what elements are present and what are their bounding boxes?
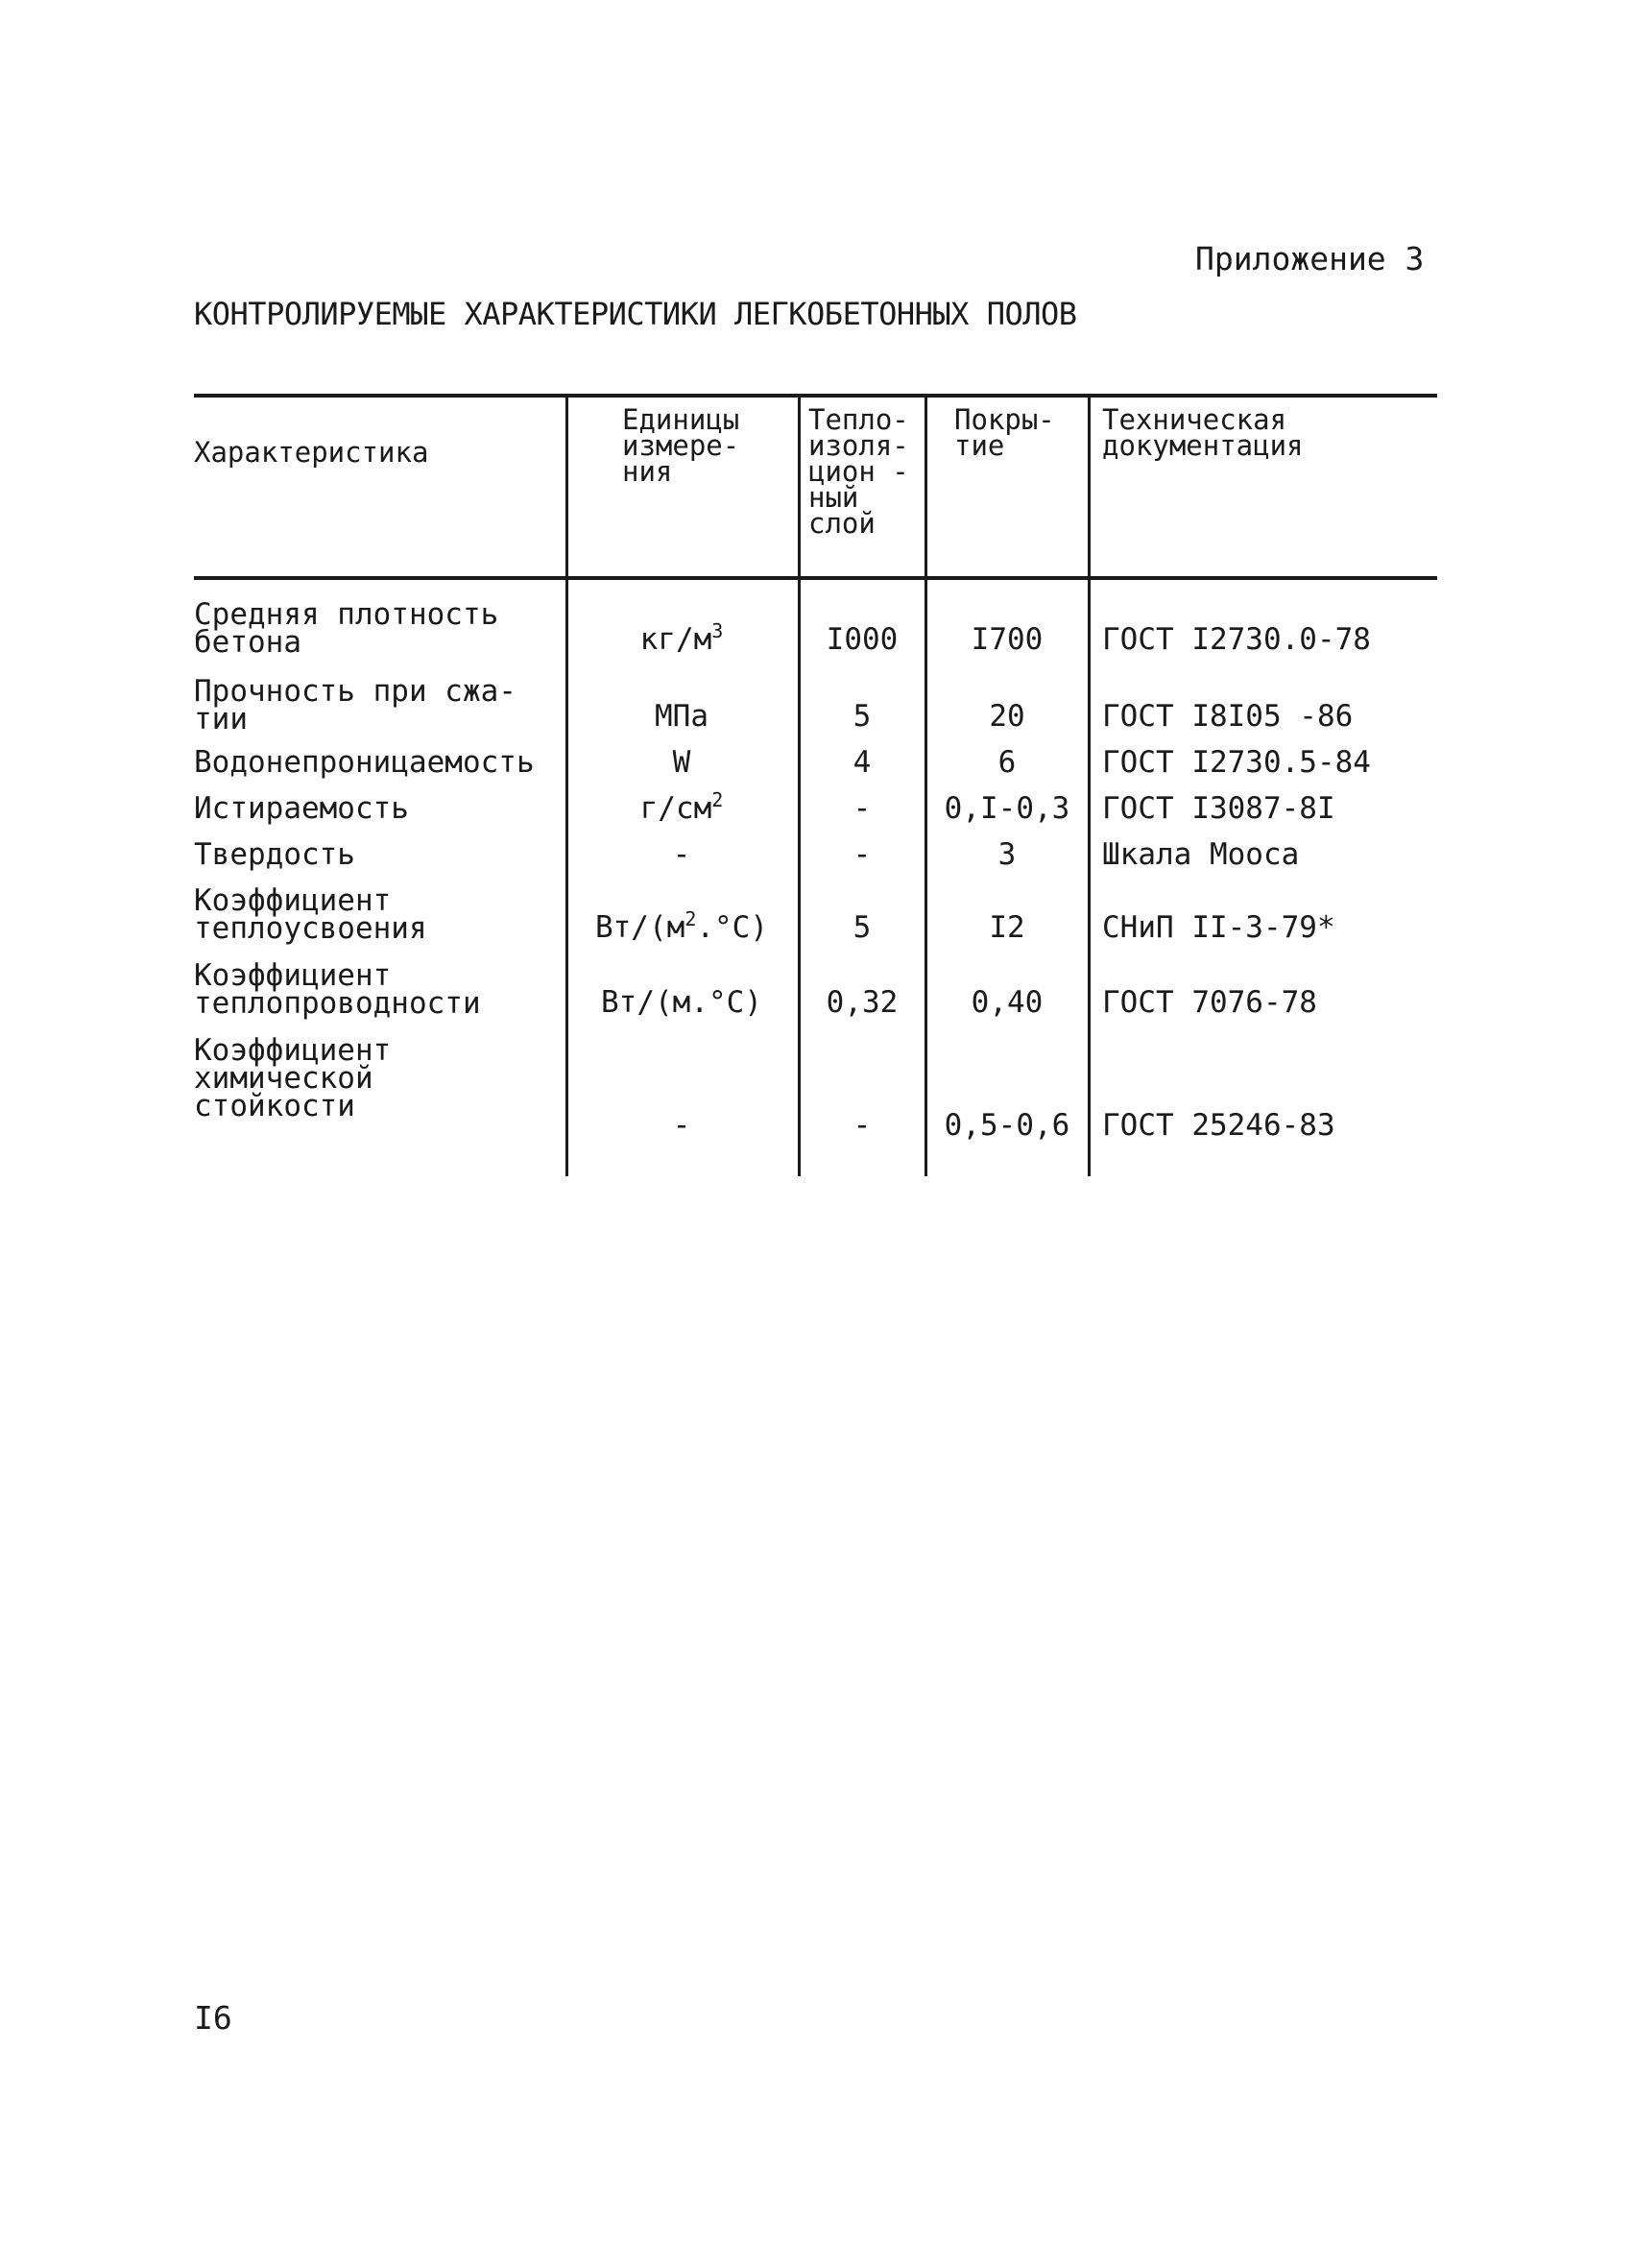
table-cell-coating: 0,I-0,3 xyxy=(944,791,1070,826)
table-cell-characteristic: Истираемость xyxy=(194,791,409,826)
table-cell-coating: 3 xyxy=(997,837,1017,872)
table-cell-doc: ГОСТ 25246-83 xyxy=(1102,1108,1335,1143)
table-cell-unit xyxy=(570,745,793,780)
column-divider xyxy=(1088,397,1091,1176)
table-cell-characteristic: Коэффициент химической стойкости xyxy=(194,1033,392,1123)
table-cell-unit xyxy=(570,837,793,872)
table-cell-doc: ГОСТ I2730.0-78 xyxy=(1102,622,1371,657)
table-cell-coating: 0,5-0,6 xyxy=(944,1108,1070,1143)
unit-base: W xyxy=(672,745,691,780)
table-cell-insulation: 4 xyxy=(853,745,872,780)
unit-superscript: 3 xyxy=(711,619,724,642)
unit-base: г/см xyxy=(639,791,712,826)
table-cell-characteristic: Средняя плотность бетона xyxy=(194,597,499,660)
unit-base: МПа xyxy=(655,699,708,734)
table-cell-coating: I2 xyxy=(989,910,1025,945)
table-cell-coating: I700 xyxy=(971,622,1044,657)
table-cell-characteristic: Коэффициент теплоусвоения xyxy=(194,883,427,946)
table-cell-insulation: 0,32 xyxy=(826,985,899,1020)
table-cell-characteristic: Водонепроницаемость xyxy=(194,745,535,780)
table-cell-insulation: 5 xyxy=(853,910,872,945)
table-cell-unit xyxy=(570,1108,793,1143)
header-coating: Покры- тие xyxy=(954,403,1055,462)
unit-tail: .°С) xyxy=(696,910,769,945)
table-cell-doc: Шкала Мооса xyxy=(1102,837,1300,872)
table-cell-unit xyxy=(570,985,793,1020)
table-cell-doc: ГОСТ I8I05 -86 xyxy=(1102,699,1354,734)
table-cell-coating: 0,40 xyxy=(971,985,1044,1020)
table-cell-doc: ГОСТ I3087-8I xyxy=(1102,791,1335,826)
unit-base: - xyxy=(672,1108,691,1143)
table-cell-unit xyxy=(570,619,793,657)
header-insulation: Тепло- изоля- цион - ный слой xyxy=(808,403,909,540)
table-cell-characteristic: Коэффициент теплопроводности xyxy=(194,958,481,1021)
table-header-rule xyxy=(194,576,1437,580)
table-cell-unit xyxy=(570,699,793,734)
document-title: КОНТРОЛИРУЕМЫЕ ХАРАКТЕРИСТИКИ ЛЕГКОБЕТОННЫХ ПОЛОВ xyxy=(194,296,1077,332)
table-cell-doc: ГОСТ I2730.5-84 xyxy=(1102,745,1371,780)
column-divider xyxy=(798,397,801,1176)
unit-base: Вт/(м xyxy=(594,910,685,945)
table-top-rule xyxy=(194,394,1437,398)
table-cell-insulation: - xyxy=(853,1108,872,1143)
table-cell-coating: 20 xyxy=(989,699,1025,734)
header-characteristic: Характеристика xyxy=(194,436,429,469)
unit-base: Вт/(м.°С) xyxy=(601,985,762,1020)
table-cell-insulation: - xyxy=(853,791,872,826)
column-divider xyxy=(925,397,927,1176)
header-units: Единицы измере- ния xyxy=(622,403,740,488)
table-cell-unit xyxy=(570,788,793,826)
unit-base: - xyxy=(672,837,691,872)
unit-superscript: 2 xyxy=(711,788,724,811)
table-cell-insulation: I000 xyxy=(826,622,899,657)
column-divider xyxy=(565,397,568,1176)
table-cell-characteristic: Твердость xyxy=(194,837,355,872)
table-cell-characteristic: Прочность при сжа- тии xyxy=(194,674,516,736)
unit-base: кг/м xyxy=(639,622,712,657)
table-cell-unit xyxy=(570,907,793,945)
unit-superscript: 2 xyxy=(684,907,697,930)
table-cell-insulation: 5 xyxy=(853,699,872,734)
table-cell-insulation: - xyxy=(853,837,872,872)
table-cell-doc: ГОСТ 7076-78 xyxy=(1102,985,1317,1020)
page-number: I6 xyxy=(194,1999,232,2037)
table-cell-coating: 6 xyxy=(997,745,1017,780)
appendix-label: Приложение 3 xyxy=(1195,240,1425,277)
table-cell-doc: СНиП II-3-79* xyxy=(1102,910,1335,945)
header-docs: Техническая документация xyxy=(1102,403,1304,462)
